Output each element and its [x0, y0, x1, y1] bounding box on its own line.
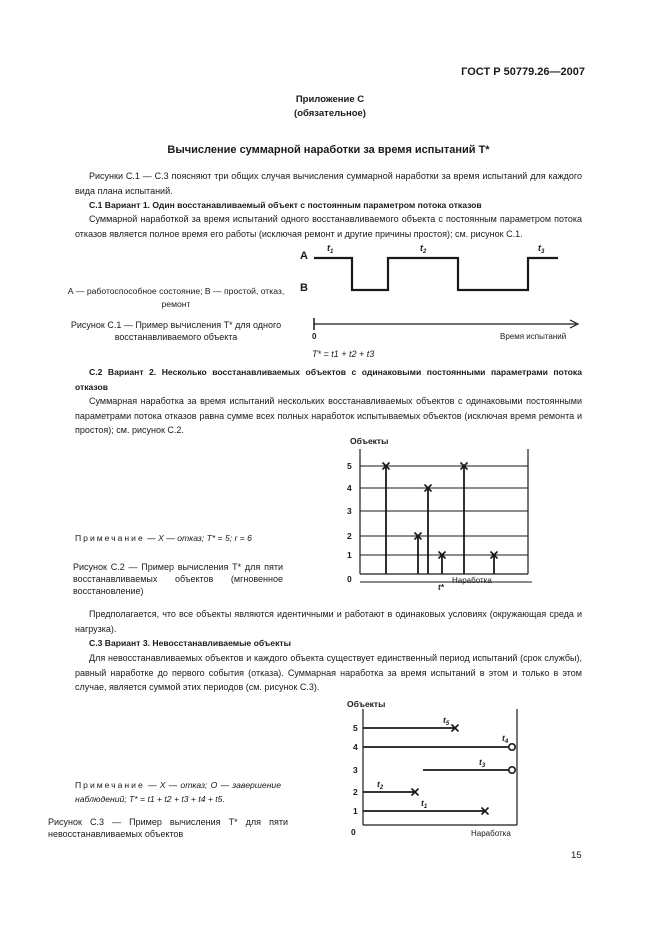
c2-y-tick-label: 5 — [347, 461, 352, 471]
page-number: 15 — [571, 850, 582, 861]
c1-heading: С.1 Вариант 1. Один восстанавливаемый объект с постоянным параметром потока отказов — [89, 200, 482, 210]
c1-t2-label: $t_2$ — [420, 243, 427, 255]
c3-y-tick-label: 1 — [353, 806, 358, 816]
intro-paragraph: Рисунки С.1 — С.3 поясняют три общих случая вычисления суммарной наработки за время испытаний для каждого вида плана испытаний. — [75, 171, 582, 196]
c3-caption: Рисунок С.3 — Пример вычисления T* для пяти невосстанавливаемых объектов — [48, 817, 288, 839]
c1-legend: А — работоспособное состояние; В — простой, отказ, ремонт — [67, 286, 285, 309]
c3-censor-circle-icon — [509, 744, 515, 750]
c1-t1-label: $t_1$ — [327, 243, 334, 255]
c1-zero: 0 — [312, 332, 317, 341]
appendix-status: (обязательное) — [294, 108, 366, 119]
c1-label-a: А — [300, 250, 308, 262]
c1-label-b: В — [300, 282, 308, 294]
c1-text: Суммарной наработкой за время испытаний одного восстанавливаемого объекта с постоянным параметром потока отказов является полное время его работы (исключая ремонт и другие причины простоя); см. рисунок С.1. — [75, 214, 582, 239]
c3-y-tick-label: 2 — [353, 787, 358, 797]
figure-c3-chart — [345, 695, 535, 845]
c2-after-text: Предполагается, что все объекты являются идентичными и работают в одинаковых условиях (окружающая среда и нагрузка). — [75, 609, 582, 634]
c3-y-tick-label: 5 — [353, 723, 358, 733]
c1-axis-label: Время испытаний — [500, 332, 567, 341]
standard-number: ГОСТ Р 50779.26—2007 — [461, 66, 585, 78]
c3-t-label: $t_2$ — [377, 779, 384, 791]
c3-x-title: Наработка — [471, 829, 511, 838]
c3-t-label: $t_4$ — [502, 733, 509, 745]
c2-y-tick-label: 4 — [347, 483, 352, 493]
c2-text: Суммарная наработка за время испытаний нескольких восстанавливаемых объектов с одинаковыми постоянными параметрами потока отказов равна сумме всех полных наработок испытываемых объектов (исключая время ремонта и простоя); см. рисунок С.2. — [75, 396, 582, 435]
c3-zero: 0 — [351, 827, 356, 837]
c2-heading: С.2 Вариант 2. Несколько восстанавливаемых объектов с одинаковыми постоянными параметрами потока отказов — [75, 367, 582, 392]
c2-y-tick-label: 3 — [347, 506, 352, 516]
c1-state-waveform — [314, 258, 558, 290]
c2-caption: Рисунок С.2 — Пример вычисления T* для пяти восстанавливаемых объектов (мгновенное восстановление) — [73, 562, 283, 596]
c3-note: Примечание — Х — отказ; О — завершение наблюдений; T* = t1 + t2 + t3 + t4 + t5. — [75, 780, 281, 804]
c1-formula: T* = t1 + t2 + t3 — [312, 349, 375, 359]
c2-y-tick-label: 2 — [347, 531, 352, 541]
c3-censor-circle-icon — [509, 767, 515, 773]
c3-y-tick-label: 4 — [353, 742, 358, 752]
c3-y-tick-label: 3 — [353, 765, 358, 775]
c3-t-label: $t_3$ — [479, 757, 486, 769]
c3-t-label: $t_1$ — [421, 798, 428, 810]
c3-heading: С.3 Вариант 3. Невосстанавливаемые объекты — [89, 638, 291, 648]
c3-t-label: $t_5$ — [443, 715, 450, 727]
c2-note: Примечание — Х — отказ; T* = 5; r = 6 — [75, 533, 252, 543]
figure-c2-chart — [340, 430, 540, 595]
c2-x-title: Наработка — [452, 576, 492, 585]
c2-y-tick-label: 1 — [347, 550, 352, 560]
c3-text: Для невосстанавливаемых объектов и каждого объекта существует единственный период испытаний (срок службы), равный наработке до первого события (отказа). Суммарная наработка за время испытаний в этом и только в этом случае, является суммой этих периодов (см. рисунок С.3). — [75, 653, 582, 692]
appendix-title: Приложение С — [295, 94, 365, 105]
page-title: Вычисление суммарной наработки за время испытаний T* — [167, 144, 490, 156]
c2-tstar-label: t* — [438, 583, 444, 592]
c1-t3-label: $t_3$ — [538, 243, 545, 255]
c2-zero: 0 — [347, 574, 352, 584]
c3-y-title: Объекты — [347, 699, 386, 709]
c2-y-title: Объекты — [350, 436, 389, 446]
c1-caption: Рисунок С.1 — Пример вычисления T* для одного восстанавливаемого объекта — [70, 320, 282, 342]
